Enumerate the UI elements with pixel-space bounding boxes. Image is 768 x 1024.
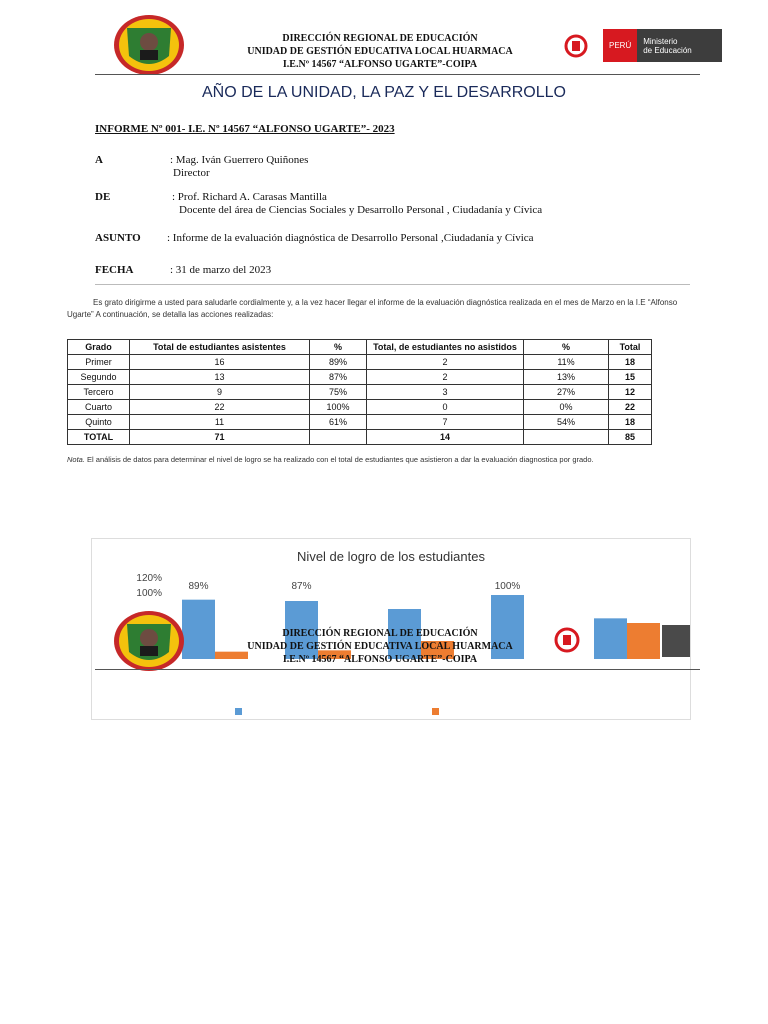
chart-title: Nivel de logro de los estudiantes bbox=[297, 549, 485, 564]
header-line-3: I.E.Nº 14567 “ALFONSO UGARTE”-COIPA bbox=[282, 59, 478, 70]
table-header: % bbox=[524, 340, 609, 355]
table-note-label: Nota. bbox=[67, 455, 85, 464]
table-cell: Segundo bbox=[68, 370, 130, 385]
table-total-row bbox=[68, 430, 652, 445]
bar-series-1-quinto bbox=[594, 618, 627, 659]
header-line-2: UNIDAD DE GESTIÓN EDUCATIVA LOCAL HUARMACA bbox=[247, 46, 513, 57]
table-cell: 100% bbox=[310, 400, 367, 415]
memo-asunto-label: ASUNTO bbox=[95, 232, 141, 244]
ministry-country: PERÚ bbox=[603, 29, 637, 62]
table-cell: 89% bbox=[310, 355, 367, 370]
memo-de-label: DE bbox=[95, 191, 111, 203]
table-cell: 13% bbox=[524, 370, 609, 385]
table-cell: 15 bbox=[609, 370, 652, 385]
report-title: INFORME Nº 001- I.E. Nº 14567 “ALFONSO UGARTE”- 2023 bbox=[95, 123, 395, 135]
table-cell: 2 bbox=[367, 370, 524, 385]
table-header-row bbox=[68, 340, 652, 355]
y-tick-label: 120% bbox=[136, 573, 162, 584]
table-row bbox=[68, 415, 652, 430]
table-cell: 11% bbox=[524, 355, 609, 370]
table-note bbox=[67, 455, 594, 464]
legend-swatch-series-1 bbox=[235, 708, 242, 715]
memo-asunto-value: : Informe de la evaluación diagnóstica de Desarrollo Personal ,Ciudadanía y Cívica bbox=[167, 232, 534, 244]
table-header: % bbox=[310, 340, 367, 355]
table-cell: 14 bbox=[367, 430, 524, 445]
memo-de-role: Docente del área de Ciencias Sociales y Desarrollo Personal , Ciudadanía y Cívica bbox=[179, 204, 543, 216]
memo-divider bbox=[95, 284, 690, 285]
bar-data-label: 89% bbox=[188, 581, 209, 592]
table-cell: 0% bbox=[524, 400, 609, 415]
y-tick-label: 100% bbox=[136, 588, 162, 599]
header-line-1: DIRECCIÓN REGIONAL DE EDUCACIÓN bbox=[282, 33, 478, 44]
table-cell: 9 bbox=[130, 385, 310, 400]
bar-data-label: 87% bbox=[291, 581, 312, 592]
legend-swatch-series-2 bbox=[432, 708, 439, 715]
table-header: Total, de estudiantes no asistidos bbox=[367, 340, 524, 355]
table-cell: 3 bbox=[367, 385, 524, 400]
table-cell: 7 bbox=[367, 415, 524, 430]
ministry-name bbox=[637, 29, 721, 62]
table-cell: 75% bbox=[310, 385, 367, 400]
table-cell: 11 bbox=[130, 415, 310, 430]
ministry-name-line-1: Ministerio bbox=[643, 36, 678, 46]
table-header: Total de estudiantes asistentes bbox=[130, 340, 310, 355]
table-row bbox=[68, 370, 652, 385]
table-cell: 18 bbox=[609, 355, 652, 370]
table-cell: 2 bbox=[367, 355, 524, 370]
ministry-name-line-2: de Educación bbox=[643, 45, 692, 55]
bar-data-label: 100% bbox=[494, 581, 521, 592]
memo-a-value bbox=[170, 154, 308, 180]
table-cell: 71 bbox=[130, 430, 310, 445]
table-row bbox=[68, 355, 652, 370]
table-header: Grado bbox=[68, 340, 130, 355]
table-note-text: El análisis de datos para determinar el nivel de logro se ha realizado con el total de estudiantes que asistieron a dar la evaluación diagnostica por grado. bbox=[84, 455, 594, 464]
table-cell: Cuarto bbox=[68, 400, 130, 415]
table-row bbox=[68, 400, 652, 415]
header-line-3-duplicate: I.E.Nº 14567 “ALFONSO UGARTE”-COIPA bbox=[282, 654, 478, 665]
intro-paragraph: Es grato dirigirme a usted para saludarle cordialmente y, a la vez hacer llegar el informe de la evaluación diagnóstica realizada en el mes de Marzo en la I.E “Alfonso Ugarte” A continuación, se detalla las acciones realizadas: bbox=[67, 298, 678, 319]
peru-shield-icon bbox=[548, 29, 603, 62]
table-cell: 27% bbox=[524, 385, 609, 400]
table-row bbox=[68, 385, 652, 400]
table-cell: 13 bbox=[130, 370, 310, 385]
header-text bbox=[200, 32, 560, 71]
school-emblem bbox=[113, 14, 185, 76]
memo-a-role: Director bbox=[173, 167, 210, 179]
year-title: AÑO DE LA UNIDAD, LA PAZ Y EL DESARROLLO bbox=[202, 84, 566, 101]
table-cell: 0 bbox=[367, 400, 524, 415]
peru-shield-icon-duplicate bbox=[552, 625, 582, 655]
bar-series-2-quinto bbox=[627, 623, 660, 659]
table-cell bbox=[524, 430, 609, 445]
school-emblem-duplicate bbox=[113, 610, 185, 672]
table-cell bbox=[310, 430, 367, 445]
table-cell: Primer bbox=[68, 355, 130, 370]
ministry-logo bbox=[548, 29, 722, 62]
table-cell: TOTAL bbox=[68, 430, 130, 445]
header-line-2-duplicate: UNIDAD DE GESTIÓN EDUCATIVA LOCAL HUARMACA bbox=[247, 641, 513, 652]
header-divider bbox=[95, 74, 700, 75]
results-table bbox=[67, 339, 652, 445]
memo-a-name: : Mag. Iván Guerrero Quiñones bbox=[170, 154, 309, 166]
memo-de-name: : Prof. Richard A. Carasas Mantilla bbox=[172, 191, 327, 203]
memo-fecha-value: : 31 de marzo del 2023 bbox=[170, 264, 272, 276]
header-divider-duplicate bbox=[95, 669, 700, 670]
table-cell: 61% bbox=[310, 415, 367, 430]
table-cell: 18 bbox=[609, 415, 652, 430]
table-cell: 12 bbox=[609, 385, 652, 400]
table-cell: 22 bbox=[609, 400, 652, 415]
table-cell: 87% bbox=[310, 370, 367, 385]
header-text-duplicate bbox=[200, 627, 560, 666]
table-cell: 54% bbox=[524, 415, 609, 430]
table-cell: Tercero bbox=[68, 385, 130, 400]
memo-fecha-label: FECHA bbox=[95, 264, 134, 276]
header-line-1-duplicate: DIRECCIÓN REGIONAL DE EDUCACIÓN bbox=[282, 628, 478, 639]
memo-a-label: A bbox=[95, 154, 103, 166]
table-cell: 85 bbox=[609, 430, 652, 445]
table-cell: Quinto bbox=[68, 415, 130, 430]
memo-de-value bbox=[172, 191, 542, 217]
table-header: Total bbox=[609, 340, 652, 355]
table-cell: 22 bbox=[130, 400, 310, 415]
table-cell: 16 bbox=[130, 355, 310, 370]
ministry-banner-fragment bbox=[662, 625, 690, 657]
